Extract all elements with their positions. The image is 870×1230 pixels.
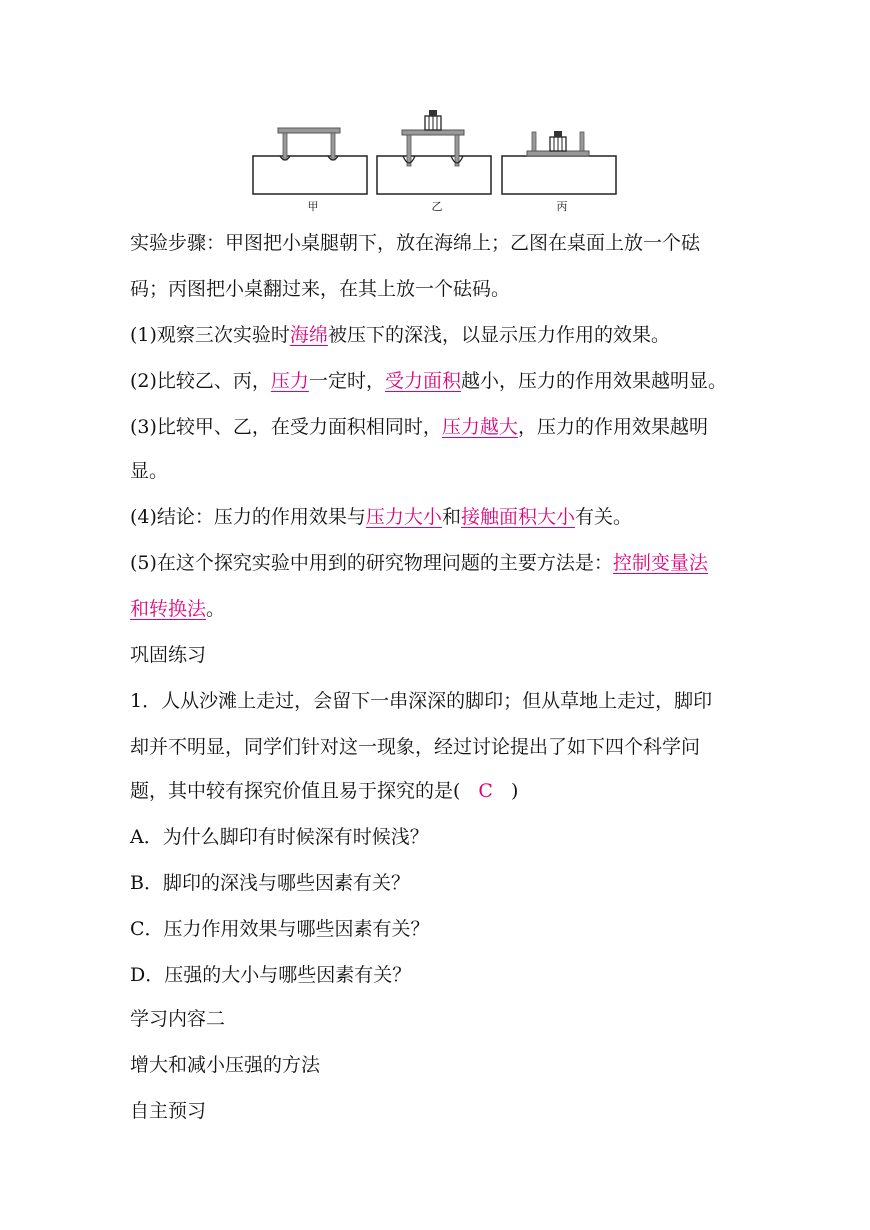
q2-text-mid: 一定时， bbox=[308, 370, 385, 392]
option-d: D．压强的大小与哪些因素有关？ bbox=[130, 964, 412, 986]
q5-answer-1: 控制变量法 bbox=[612, 552, 708, 574]
sponge-jia bbox=[253, 156, 367, 194]
question-4 bbox=[130, 504, 632, 530]
q4-answer-2: 接触面积大小 bbox=[460, 506, 575, 528]
question-5 bbox=[130, 550, 708, 576]
table-top-yi bbox=[402, 130, 464, 135]
experiment-illustration bbox=[250, 106, 620, 196]
steps-line-1: 实验步骤：甲图把小桌腿朝下，放在海绵上；乙图在桌面上放一个砝 bbox=[130, 232, 701, 254]
q3-text-pre: (3)比较甲、乙，在受力面积相同时， bbox=[130, 416, 442, 438]
self-study-heading: 自主预习 bbox=[130, 1100, 207, 1122]
table-leg-yi-right bbox=[455, 135, 459, 166]
table-top-bing bbox=[527, 151, 589, 156]
option-c: C．压力作用效果与哪些因素有关？ bbox=[130, 918, 430, 940]
caption-yi: 乙 bbox=[431, 200, 443, 213]
q3-answer: 压力越大 bbox=[441, 416, 518, 438]
steps-line-2: 码；丙图把小桌翻过来，在其上放一个砝码。 bbox=[130, 278, 511, 300]
q4-text-post: 有关。 bbox=[574, 506, 632, 528]
section-practice-heading: 巩固练习 bbox=[130, 644, 207, 666]
table-leg-jia-left bbox=[283, 133, 287, 160]
section-2-title: 增大和减小压强的方法 bbox=[130, 1054, 321, 1076]
caption-bing: 丙 bbox=[556, 200, 568, 213]
caption-jia: 甲 bbox=[307, 200, 319, 213]
sponge-yi bbox=[377, 156, 491, 194]
question-5-cont bbox=[130, 596, 225, 622]
exercise-1-line-2: 却并不明显，同学们针对这一现象，经过讨论提出了如下四个科学问 bbox=[130, 736, 701, 758]
q5-answer-2: 和转换法 bbox=[130, 598, 207, 620]
exercise-1-line-1: 1．人从沙滩上走过，会留下一串深深的脚印；但从草地上走过，脚印 bbox=[130, 690, 713, 712]
table-leg-bing-right bbox=[580, 132, 584, 151]
q2-answer-1: 压力 bbox=[270, 370, 309, 392]
q2-answer-2: 受力面积 bbox=[384, 370, 461, 392]
q5-text-pre: (5)在这个探究实验中用到的研究物理问题的主要方法是： bbox=[130, 552, 613, 574]
question-1 bbox=[130, 322, 670, 348]
exercise-1-stem: 题，其中较有探究价值且易于探究的是( bbox=[130, 780, 461, 802]
weight-bing bbox=[550, 131, 566, 151]
table-leg-yi-left bbox=[407, 135, 411, 166]
q4-text-pre: (4)结论：压力的作用效果与 bbox=[130, 506, 366, 528]
exercise-1-answer: C bbox=[478, 780, 493, 802]
sponge-bing bbox=[502, 156, 616, 194]
option-a: A．为什么脚印有时候深有时候浅？ bbox=[130, 826, 429, 848]
exercise-1-close-paren: ) bbox=[510, 780, 519, 802]
table-leg-bing-left bbox=[532, 132, 536, 151]
q2-text-pre: (2)比较乙、丙， bbox=[130, 370, 271, 392]
q1-text-pre: (1)观察三次实验时 bbox=[130, 324, 290, 346]
table-top-jia bbox=[278, 128, 340, 133]
section-2-heading: 学习内容二 bbox=[130, 1008, 226, 1030]
weight-yi bbox=[425, 110, 441, 130]
q4-text-mid: 和 bbox=[441, 506, 461, 528]
option-b: B．脚印的深浅与哪些因素有关？ bbox=[130, 872, 410, 894]
question-3-cont: 显。 bbox=[130, 460, 169, 482]
exercise-1-line-3 bbox=[130, 778, 518, 804]
question-3 bbox=[130, 414, 708, 440]
q3-text-post: ，压力的作用效果越明 bbox=[517, 416, 708, 438]
experiment-figure bbox=[250, 106, 620, 216]
q1-text-post: 被压下的深浅，以显示压力作用的效果。 bbox=[327, 324, 670, 346]
q5-text-post: 。 bbox=[206, 598, 226, 620]
q4-answer-1: 压力大小 bbox=[365, 506, 442, 528]
q1-answer: 海绵 bbox=[289, 324, 328, 346]
q2-text-post: 越小，压力的作用效果越明显。 bbox=[460, 370, 727, 392]
table-leg-jia-right bbox=[331, 133, 335, 160]
question-2 bbox=[130, 368, 727, 394]
